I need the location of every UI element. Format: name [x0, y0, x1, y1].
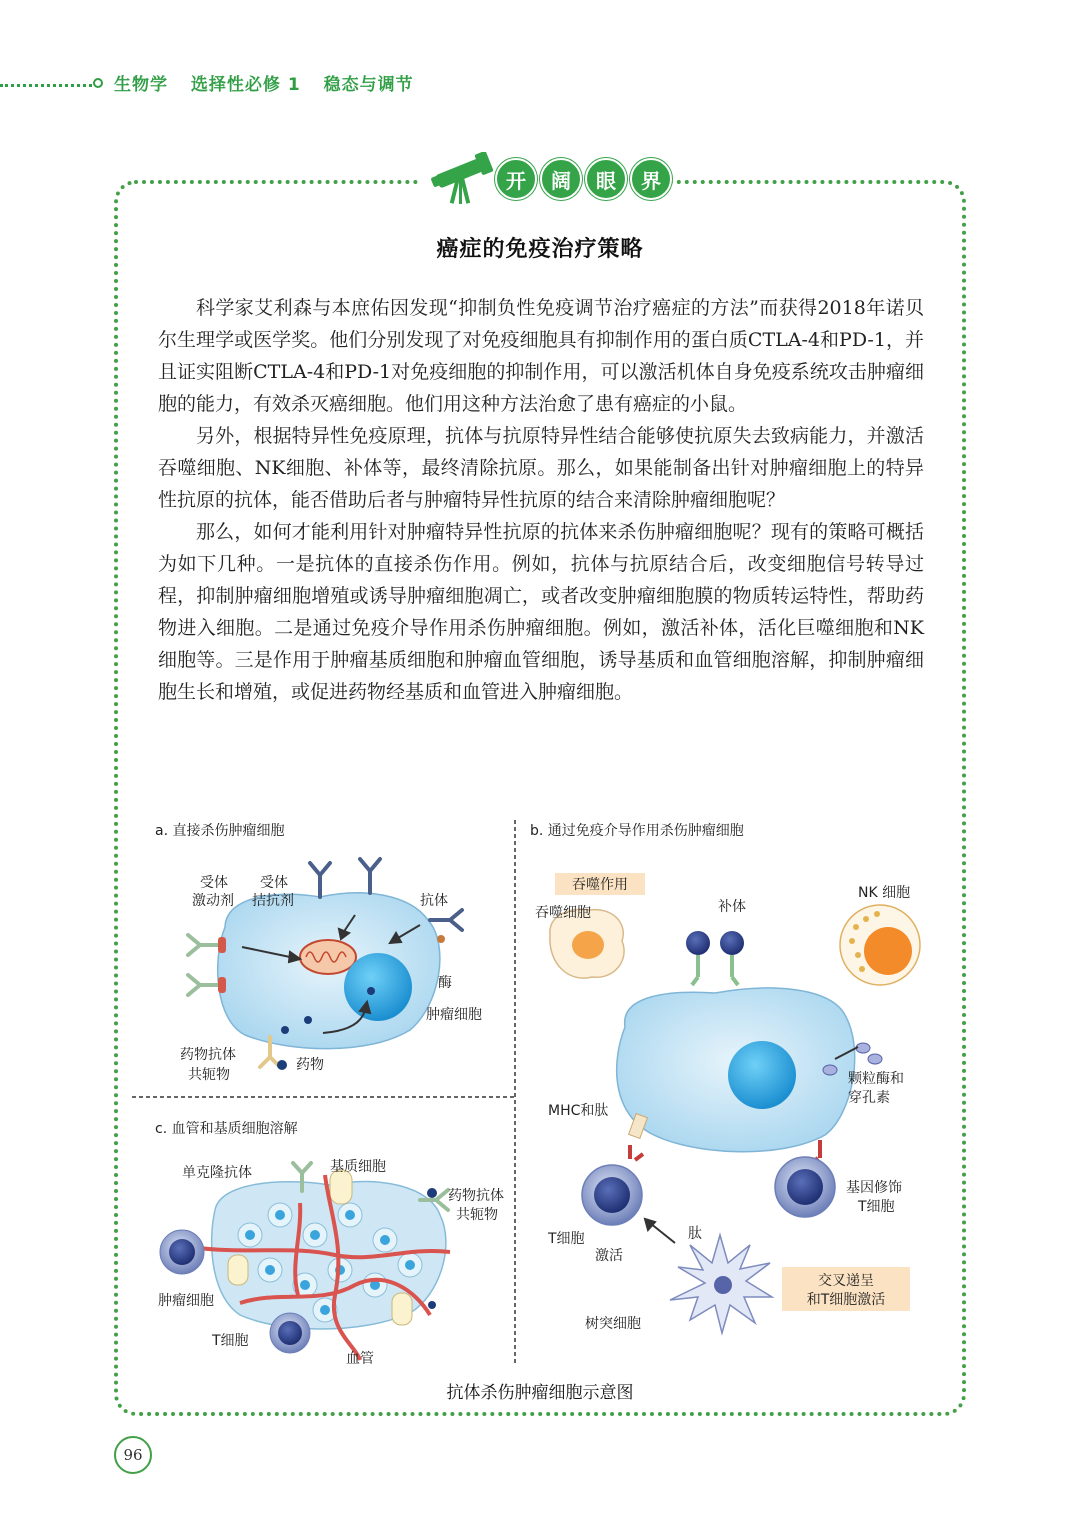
- label-granzyme-1: 颗粒酶和: [848, 1071, 904, 1087]
- article-body: [158, 292, 924, 708]
- panel-b-title: b. 通过免疫介导作用杀伤肿瘤细胞: [530, 823, 744, 839]
- label-engineered-t-1: 基因修饰: [846, 1180, 902, 1196]
- running-header: [0, 68, 640, 102]
- label-antagonist-2: 拮抗剂: [252, 893, 294, 909]
- drug-dot-2: [304, 1016, 312, 1024]
- header-subject: 生物学: [114, 75, 168, 95]
- tumor-cell-c-nucleus: [169, 1239, 195, 1265]
- label-antibody-a: 抗体: [420, 893, 448, 909]
- badge-char-2: 阔: [540, 158, 582, 200]
- label-t-cell-c: T细胞: [212, 1333, 249, 1349]
- badge-char-3: 眼: [585, 158, 627, 200]
- label-conjugate-c-2: 共轭物: [456, 1207, 498, 1223]
- badge-char-4: 界: [630, 158, 672, 200]
- drug-dot-c: [428, 1301, 436, 1309]
- paragraph-1: 科学家艾利森与本庶佑因发现“抑制负性免疫调节治疗癌症的方法”而获得2018年诺贝尔生理学或医学奖。他们分别发现了对免疫细胞具有抑制作用的蛋白质CTLA-4和PD-1，并且证实阻断CTLA-4和PD-1对免疫细胞的抑制作用，可以激活机体自身免疫系统攻击肿瘤细胞的能力，有效杀灭癌细胞。他们用这种方法治愈了患有癌症的小鼠。: [158, 297, 924, 415]
- panel-a: [155, 822, 482, 1083]
- header-text: [114, 70, 430, 95]
- label-phagocyte: 吞噬细胞: [535, 905, 591, 921]
- label-monoclonal: 单克隆抗体: [182, 1165, 252, 1181]
- label-agonist-2: 激动剂: [192, 893, 234, 909]
- phagocyte-nucleus: [572, 931, 604, 959]
- dendritic-nucleus: [714, 1276, 732, 1294]
- label-phagocytosis-box: 吞噬作用: [572, 877, 628, 893]
- header-dotted-rule: [0, 84, 92, 87]
- drug-legend-dot: [277, 1060, 287, 1070]
- nk-nucleus: [864, 927, 912, 975]
- drug-in-nucleus: [367, 987, 375, 995]
- article-title: 癌症的免疫治疗策略: [436, 237, 644, 262]
- paragraph-2: 另外，根据特异性免疫原理，抗体与抗原特异性结合能够使抗原失去致病能力，并激活吞噬细胞、NK细胞、补体等，最终清除抗原。那么，如果能制备出针对肿瘤细胞上的特异性抗原的抗体，能否借助后者与肿瘤特异性抗原的结合来清除肿瘤细胞呢？: [158, 425, 924, 511]
- label-peptide: 肽: [688, 1226, 702, 1242]
- conjugate-drug-dot: [427, 1188, 437, 1198]
- page-number: 96: [114, 1436, 152, 1474]
- label-vessel: 血管: [346, 1351, 374, 1367]
- t-cell-c-nucleus: [278, 1321, 302, 1345]
- label-t-cell-b: T细胞: [548, 1231, 585, 1247]
- nucleus-b: [728, 1041, 796, 1109]
- telescope-icon: [430, 152, 494, 206]
- label-enzyme: 酶: [438, 975, 452, 991]
- label-granzyme-2: 穿孔素: [848, 1090, 890, 1106]
- label-conjugate-c-1: 药物抗体: [448, 1188, 504, 1204]
- label-tumor-cell-a: 肿瘤细胞: [426, 1007, 482, 1023]
- label-conjugate-a-2: 共轭物: [188, 1067, 230, 1083]
- header-book: 选择性必修 1: [190, 75, 301, 95]
- label-engineered-t-2: T细胞: [858, 1199, 895, 1215]
- label-cross-2: 和T细胞激活: [806, 1292, 886, 1308]
- label-antagonist-1: 受体: [260, 875, 288, 891]
- badge-char-1: 开: [495, 158, 537, 200]
- label-dendritic: 树突细胞: [585, 1316, 641, 1332]
- header-ring-icon: [93, 78, 103, 88]
- figure-diagram: [130, 815, 950, 1375]
- header-chapter: 稳态与调节: [323, 75, 414, 95]
- label-mhc: MHC和肽: [548, 1103, 609, 1119]
- panel-b: [530, 823, 920, 1333]
- figure-caption: 抗体杀伤肿瘤细胞示意图: [446, 1383, 634, 1403]
- agonist-marks: [188, 935, 222, 995]
- figure: [130, 815, 950, 1375]
- label-conjugate-a-1: 药物抗体: [180, 1047, 236, 1063]
- panel-a-title: a. 直接杀伤肿瘤细胞: [155, 823, 285, 839]
- panel-c-title: c. 血管和基质细胞溶解: [155, 1121, 298, 1137]
- label-stromal: 基质细胞: [330, 1159, 386, 1175]
- label-drug: 药物: [296, 1057, 324, 1073]
- drug-dot-1: [281, 1026, 289, 1034]
- engineered-t-cell-nucleus: [787, 1169, 823, 1205]
- label-complement: 补体: [718, 899, 746, 915]
- mitochondrion: [300, 940, 356, 974]
- section-badge: [495, 158, 672, 200]
- label-nk-cell: NK 细胞: [858, 885, 911, 901]
- label-agonist-1: 受体: [200, 875, 228, 891]
- paragraph-3: 那么，如何才能利用针对肿瘤特异性抗原的抗体来杀伤肿瘤细胞呢？现有的策略可概括为如下几种。一是抗体的直接杀伤作用。例如，抗体与抗原结合后，改变细胞信号转导过程，抑制肿瘤细胞增殖或诱导肿瘤细胞凋亡，或者改变肿瘤细胞膜的物质转运特性，帮助药物进入细胞。二是通过免疫介导作用杀伤肿瘤细胞。例如，激活补体，活化巨噬细胞和NK细胞等。三是作用于肿瘤基质细胞和肿瘤血管细胞，诱导基质和血管细胞溶解，抑制肿瘤细胞生长和增殖，或促进药物经基质和血管进入肿瘤细胞。: [158, 521, 924, 703]
- label-tumor-cell-c: 肿瘤细胞: [158, 1293, 214, 1309]
- nucleus-a: [344, 953, 412, 1021]
- t-cell-b-nucleus: [594, 1177, 630, 1213]
- panel-c: [155, 1120, 504, 1367]
- complement-molecules: [686, 931, 744, 985]
- label-cross-1: 交叉递呈: [818, 1273, 874, 1289]
- label-activation: 激活: [595, 1248, 623, 1264]
